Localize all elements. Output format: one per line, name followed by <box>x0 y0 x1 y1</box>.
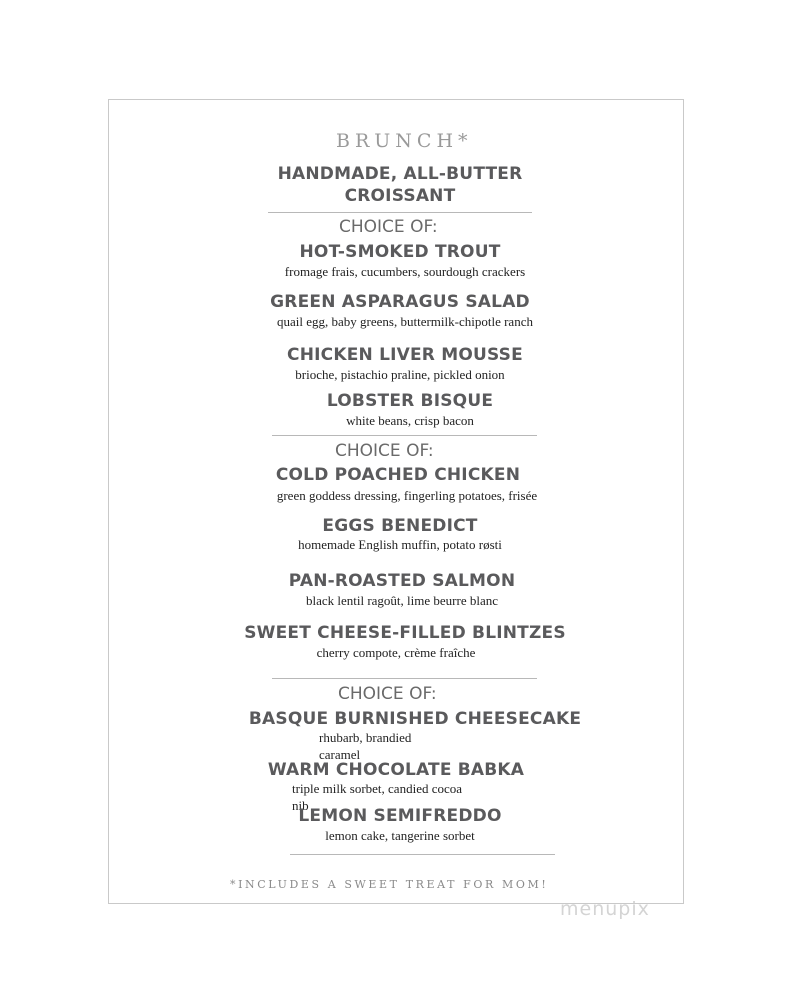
choice-label: CHOICE OF: <box>339 217 438 237</box>
footer-note: *INCLUDES A SWEET TREAT FOR MOM! <box>230 878 549 891</box>
croissant-line-2: CROISSANT <box>344 186 456 206</box>
dish-name: SWEET CHEESE-FILLED BLINTZES <box>244 623 566 643</box>
dish-name: HOT-SMOKED TROUT <box>299 242 501 262</box>
dish-name: COLD POACHED CHICKEN <box>275 465 521 485</box>
dish-description-cont: caramel <box>319 747 361 762</box>
dish-description: lemon cake, tangerine sorbet <box>325 828 475 843</box>
divider <box>272 435 537 436</box>
dish-description: cherry compote, crème fraîche <box>316 645 476 660</box>
dish-name: GREEN ASPARAGUS SALAD <box>270 292 530 312</box>
dish-name: CHICKEN LIVER MOUSSE <box>287 345 523 365</box>
choice-label: CHOICE OF: <box>335 441 434 461</box>
dish-description: brioche, pistachio praline, pickled onion <box>295 367 505 382</box>
divider <box>268 212 532 213</box>
dish-description: green goddess dressing, fingerling potatoes, frisée <box>276 488 538 503</box>
dish-description: homemade English muffin, potato røsti <box>298 537 502 552</box>
divider <box>272 678 537 679</box>
menu-title: BRUNCH* <box>336 130 473 152</box>
dish-name: WARM CHOCOLATE BABKA <box>267 760 525 780</box>
dish-description: triple milk sorbet, candied cocoa <box>292 781 463 796</box>
dish-name: PAN-ROASTED SALMON <box>288 571 516 591</box>
dish-description: fromage frais, cucumbers, sourdough crackers <box>284 264 526 279</box>
dish-description: black lentil ragoût, lime beurre blanc <box>305 593 499 608</box>
dish-name: LEMON SEMIFREDDO <box>298 806 502 826</box>
choice-label: CHOICE OF: <box>338 684 437 704</box>
dish-description: rhubarb, brandied <box>319 730 412 745</box>
watermark-logo: menupix <box>560 898 650 920</box>
divider <box>290 854 555 855</box>
dish-name: EGGS BENEDICT <box>322 516 478 536</box>
dish-name: LOBSTER BISQUE <box>326 391 494 411</box>
croissant-line-1: HANDMADE, ALL-BUTTER <box>277 164 523 184</box>
dish-description: white beans, crisp bacon <box>346 413 474 428</box>
dish-description: quail egg, baby greens, buttermilk-chipotle ranch <box>277 314 533 329</box>
dish-description-cont: nib <box>292 798 309 813</box>
dish-name: BASQUE BURNISHED CHEESECAKE <box>248 709 582 729</box>
